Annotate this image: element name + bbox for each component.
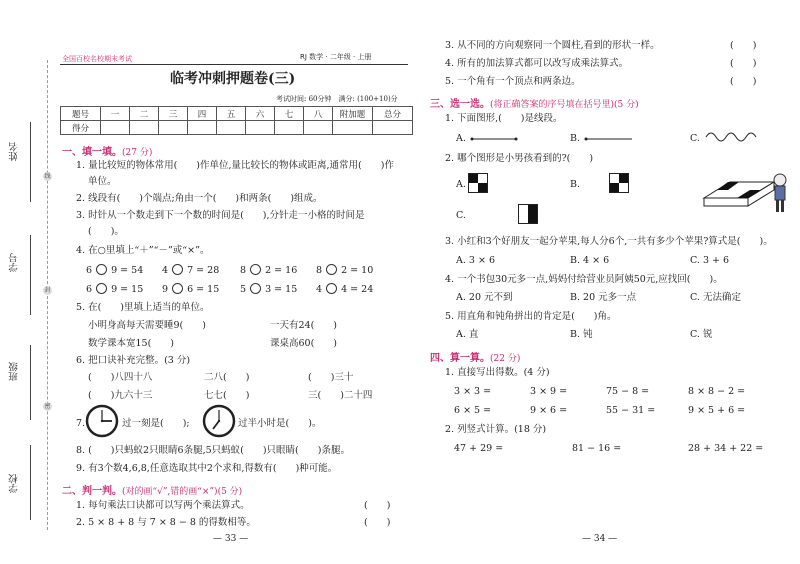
fill-op-item — [86, 283, 143, 295]
calc-1: 1. 直接写出得数。(4 分) — [445, 367, 550, 378]
score-cell: 得分 — [61, 121, 101, 135]
clock-icon — [202, 404, 236, 438]
choice-option[interactable]: B. — [570, 179, 581, 190]
choice-1: 1. 下面图形,( )是线段。 — [445, 113, 563, 124]
section-4-title — [430, 349, 520, 364]
section-2-title — [62, 482, 242, 497]
school-line — [30, 445, 31, 520]
score-cell[interactable] — [101, 121, 130, 135]
section-title-text: 三、选一选。 — [430, 99, 490, 110]
fill-op-item — [240, 283, 297, 295]
view-grid-icon — [609, 173, 629, 193]
operand: 7 = 28 — [187, 265, 220, 276]
score-cell[interactable] — [130, 121, 159, 135]
operand: 9 — [162, 284, 169, 295]
name-line — [30, 122, 31, 202]
score-cell: 三 — [159, 107, 188, 121]
page-title: 临考冲刺押题卷(三) — [170, 71, 296, 87]
section-title-text: 四、算一算。 — [430, 353, 490, 364]
choice-option[interactable]: C. — [690, 133, 700, 144]
score-cell: 附加题 — [333, 107, 373, 121]
binding-strip — [0, 0, 58, 564]
score-cell[interactable] — [246, 121, 275, 135]
answer-paren[interactable]: ( ) — [730, 40, 757, 51]
operand: 4 — [316, 284, 323, 295]
score-cell: 二 — [130, 107, 159, 121]
page-number: — 34 — — [582, 534, 618, 544]
fill-op-item — [316, 283, 373, 295]
choice-option[interactable]: C. — [456, 210, 466, 221]
rhyme-item: ( )三十 — [308, 372, 354, 383]
calc-item: 8 × 8 − 2 = — [688, 386, 746, 397]
fill-op-item — [162, 283, 219, 295]
score-cell[interactable] — [188, 121, 217, 135]
score-table-row — [61, 107, 413, 121]
operator-circle[interactable] — [326, 283, 337, 294]
score-cell[interactable] — [159, 121, 188, 135]
section-points: (对的画“√”,错的画“×”)(5 分) — [122, 487, 243, 497]
question-2: 2. 线段有( )个端点;角由一个( )和两条( )组成。 — [76, 193, 323, 204]
unit-item: 小明身高每天需要睡9( ) — [88, 320, 206, 331]
operand: 6 — [86, 265, 93, 276]
rhyme-item: 三( )二十四 — [308, 390, 373, 401]
choice-option[interactable]: A. 3 × 6 — [456, 255, 495, 266]
operand: 4 = 24 — [341, 284, 374, 295]
choice-option[interactable]: A. — [456, 179, 466, 190]
operator-circle[interactable] — [250, 283, 261, 294]
operator-circle[interactable] — [172, 264, 183, 275]
operand: 2 = 10 — [341, 265, 374, 276]
view-grid-icon — [518, 204, 538, 224]
fill-op-item — [86, 264, 143, 276]
section-3-title — [430, 95, 639, 110]
operand: 9 = 54 — [111, 265, 144, 276]
section-title-text: 二、判一判。 — [62, 486, 122, 497]
seal-mark: 封 — [44, 287, 51, 294]
unit-item: 一天有24( ) — [270, 320, 338, 331]
choice-option[interactable]: C. 3 + 6 — [690, 255, 730, 266]
seal-mark: 密 — [44, 403, 51, 410]
score-cell: 八 — [304, 107, 333, 121]
operand: 8 — [316, 265, 323, 276]
wavy-line-icon — [704, 129, 762, 145]
score-cell: 总分 — [373, 107, 413, 121]
choice-5: 5. 用直角和钝角拼出的肯定是( )角。 — [445, 311, 617, 322]
score-table — [60, 106, 413, 135]
choice-4: 4. 一个书包30元多一点,妈妈付给营业员阿姨50元,应找回( )。 — [445, 274, 723, 285]
vertical-calc-item: 47 + 29 = — [454, 443, 504, 454]
name-label: 姓名 — [9, 142, 20, 161]
answer-paren[interactable]: ( ) — [364, 500, 391, 511]
true-false-4: 4. 所有的加法算式都可以改写成乘法算式。 — [445, 58, 629, 69]
question-9: 9. 有3个数4,6,8,任意选取其中2个求和,得数有( )种可能。 — [76, 463, 338, 474]
calc-item: 3 × 9 = — [530, 386, 568, 397]
calc-2: 2. 列竖式计算。(18 分) — [445, 424, 547, 435]
score-table-row — [61, 121, 413, 135]
fill-op-item — [240, 264, 297, 276]
question-4: 4. 在○里填上“＋”“－”或“×”。 — [76, 245, 210, 256]
score-cell: 五 — [217, 107, 246, 121]
answer-paren[interactable]: ( ) — [730, 58, 757, 69]
question-6: 6. 把口诀补充完整。(3 分) — [76, 355, 191, 366]
unit-item: 数学课本宽15( ) — [88, 338, 175, 349]
exam-badge: 全国百校名校期末考试 — [62, 55, 132, 63]
operand: 4 — [162, 265, 169, 276]
seal-mark: 线 — [44, 173, 51, 180]
operand: 6 = 15 — [187, 284, 220, 295]
operand: 2 = 16 — [265, 265, 298, 276]
score-cell: 一 — [101, 107, 130, 121]
choice-2: 2. 哪个图形是小男孩看到的?( ) — [445, 153, 594, 164]
school-label: 学校 — [9, 474, 20, 493]
choice-option[interactable]: A. 20 元不到 — [456, 292, 513, 303]
operand: 6 — [86, 284, 93, 295]
choice-option[interactable]: C. 无法确定 — [690, 292, 741, 303]
score-cell[interactable] — [217, 121, 246, 135]
question-7b: 过半小时是( )。 — [238, 418, 322, 429]
unit-item: 课桌高60( ) — [270, 338, 338, 349]
rhyme-item: 七七( ) — [204, 390, 250, 401]
operator-circle[interactable] — [96, 283, 107, 294]
section-1-title — [62, 143, 152, 158]
score-cell: 七 — [275, 107, 304, 121]
question-1-cont: 单位。 — [88, 176, 117, 187]
rhyme-item: ( )九六十三 — [88, 390, 153, 401]
page-number: — 33 — — [213, 534, 249, 544]
operand: 8 — [240, 265, 247, 276]
score-cell: 六 — [246, 107, 275, 121]
question-5: 5. 在( )里填上适当的单位。 — [76, 302, 210, 313]
true-false-5: 5. 一个角有一个顶点和两条边。 — [445, 76, 581, 87]
operand: 9 = 15 — [111, 284, 144, 295]
operator-circle[interactable] — [172, 283, 183, 294]
fill-op-item — [162, 264, 219, 276]
score-cell[interactable] — [333, 121, 373, 135]
choice-option[interactable]: C. 锐 — [690, 329, 713, 340]
ray-icon — [584, 134, 634, 144]
calc-item: 55 − 31 = — [606, 405, 656, 416]
id-line — [30, 235, 31, 315]
view-grid-icon — [468, 173, 488, 193]
operand: 3 = 15 — [265, 284, 298, 295]
clock-icon — [85, 404, 119, 438]
calc-item: 9 × 5 + 6 = — [688, 405, 746, 416]
section-points: (27 分) — [122, 148, 153, 158]
section-points: (将正确答案的序号填在括号里)(5 分) — [490, 100, 639, 110]
segment-icon — [470, 134, 518, 144]
rhyme-item: 二八( ) — [204, 372, 250, 383]
class-line — [30, 345, 31, 420]
operand: 5 — [240, 284, 247, 295]
question-1: 1. 量比较短的物体常用( )作单位,量比较长的物体或距离,通常用( )作 — [76, 160, 394, 171]
vertical-calc-item: 81 − 16 = — [572, 443, 622, 454]
true-false-3: 3. 从不同的方向观察同一个圆柱,看到的形状一样。 — [445, 40, 660, 51]
edition-label: RJ 数学 · 二年级 · 上册 — [300, 53, 372, 61]
exam-info: 考试时间: 60分钟 满分: (100+10)分 — [276, 95, 398, 103]
score-cell[interactable] — [373, 121, 413, 135]
calc-item: 75 − 8 = — [606, 386, 650, 397]
choice-option[interactable]: B. — [570, 133, 581, 144]
choice-option[interactable]: A. 直 — [456, 329, 479, 340]
choice-option[interactable]: A. — [456, 133, 466, 144]
true-false-2: 2. 5 × 8 + 8 与 7 × 8 − 8 的得数相等。 — [76, 517, 256, 528]
true-false-1: 1. 每句乘法口诀都可以写两个乘法算式。 — [76, 500, 250, 511]
operator-circle[interactable] — [250, 264, 261, 275]
question-3: 3. 时针从一个数走到下一个数的时间是( ),分针走一小格的时间是 — [76, 210, 365, 221]
section-points: (22 分) — [490, 354, 521, 364]
choice-3: 3. 小红和3个好朋友一起分苹果,每人分6个,一共有多少个苹果?算式是( )。 — [445, 236, 773, 247]
score-cell: 题号 — [61, 107, 101, 121]
operator-circle[interactable] — [96, 264, 107, 275]
calc-item: 3 × 3 = — [454, 386, 492, 397]
question-3-cont: ( )。 — [88, 226, 124, 237]
answer-paren[interactable]: ( ) — [730, 76, 757, 87]
score-cell[interactable] — [275, 121, 304, 135]
choice-option[interactable]: B. 20 元多一点 — [570, 292, 637, 303]
vertical-calc-item: 28 + 34 + 22 = — [688, 443, 764, 454]
student-id-label: 学号 — [9, 253, 20, 272]
question-7-number: 7. — [76, 418, 86, 429]
rhyme-item: ( )八四十八 — [88, 372, 153, 383]
calc-item: 9 × 6 = — [530, 405, 568, 416]
fill-op-item — [316, 264, 373, 276]
header-rule — [60, 64, 408, 65]
choice-option[interactable]: B. 钝 — [570, 329, 593, 340]
operator-circle[interactable] — [326, 264, 337, 275]
calc-item: 6 × 5 = — [454, 405, 492, 416]
box-and-boy-icon — [700, 168, 790, 218]
score-cell: 四 — [188, 107, 217, 121]
question-7a: 过一刻是( ); — [122, 418, 190, 429]
cut-line — [47, 60, 48, 530]
class-label: 班级 — [9, 362, 20, 381]
section-title-text: 一、填一填。 — [62, 147, 122, 158]
question-8: 8. ( )只蚂蚁2只眼睛6条腿,5只蚂蚁( )只眼睛( )条腿。 — [76, 445, 350, 456]
score-cell[interactable] — [304, 121, 333, 135]
answer-paren[interactable]: ( ) — [364, 517, 391, 528]
choice-option[interactable]: B. 4 × 6 — [570, 255, 610, 266]
